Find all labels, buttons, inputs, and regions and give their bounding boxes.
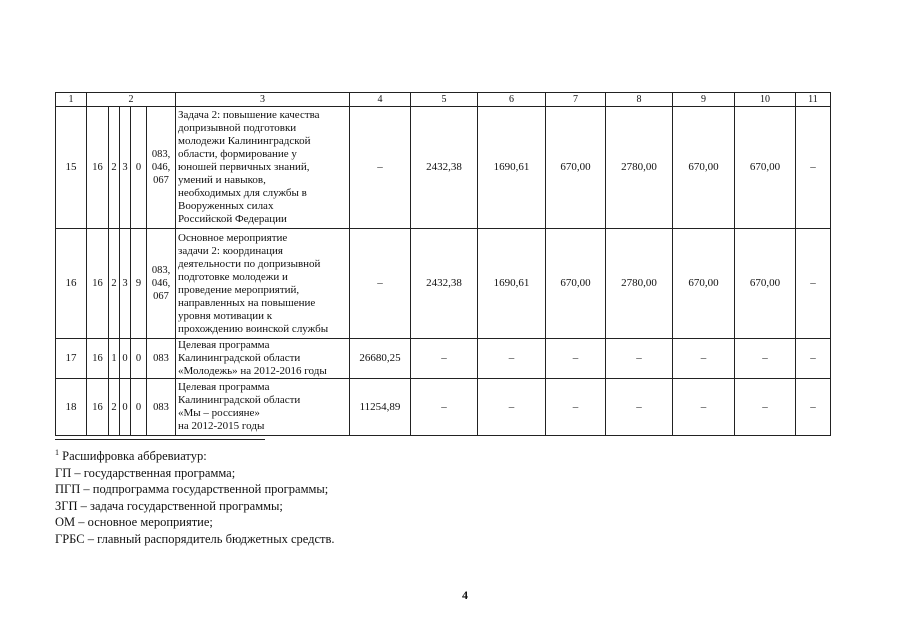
header-cell: 7 bbox=[546, 93, 606, 107]
name-line: юношей первичных знаний, bbox=[178, 161, 310, 173]
header-cell: 10 bbox=[735, 93, 796, 107]
name-line: проведение мероприятий, bbox=[178, 283, 300, 296]
value-cell: 670,00 bbox=[735, 229, 796, 339]
value-cell: 2780,00 bbox=[606, 229, 673, 339]
grbs-code: 046, bbox=[151, 162, 171, 173]
name-line: необходимых для службы в bbox=[178, 187, 307, 199]
header-cell: 2 bbox=[87, 93, 176, 107]
value-cell: – bbox=[478, 379, 546, 436]
value-cell: – bbox=[796, 107, 831, 229]
name-line: области, формирование у bbox=[178, 148, 297, 160]
grbs-code: 083 bbox=[153, 401, 169, 413]
value-cell: 1690,61 bbox=[478, 229, 546, 339]
grbs-codes bbox=[147, 379, 176, 436]
grbs-codes bbox=[147, 107, 176, 229]
code-cell: 0 bbox=[131, 107, 147, 229]
footnote-item: ГРБС – главный распорядитель бюджетных средств. bbox=[55, 531, 335, 546]
page-number: 4 bbox=[462, 588, 468, 602]
value-cell: – bbox=[796, 339, 831, 379]
value-cell: – bbox=[546, 339, 606, 379]
table-header-row bbox=[56, 93, 831, 107]
grbs-code: 083, bbox=[151, 265, 171, 276]
name-line: деятельности по допризывной bbox=[178, 257, 321, 270]
code-cell: 0 bbox=[120, 379, 131, 436]
code-cell: 0 bbox=[131, 379, 147, 436]
footnote-item: ПГП – подпрограмма государственной программы; bbox=[55, 482, 329, 497]
code-cell: 3 bbox=[120, 107, 131, 229]
value-cell: – bbox=[673, 379, 735, 436]
code-cell: 16 bbox=[87, 107, 109, 229]
name-line: Калининградской области bbox=[178, 394, 301, 406]
value-cell: – bbox=[735, 379, 796, 436]
value-cell: – bbox=[606, 339, 673, 379]
footnote-separator bbox=[55, 439, 265, 440]
value-cell: 670,00 bbox=[546, 229, 606, 339]
name-line: молодежи Калининградской bbox=[178, 135, 311, 147]
program-name bbox=[176, 379, 350, 436]
value-cell: 2432,38 bbox=[411, 229, 478, 339]
value-cell: – bbox=[735, 339, 796, 379]
table-row bbox=[56, 379, 831, 436]
name-line: задачи 2: координация bbox=[178, 244, 283, 257]
code-cell: 16 bbox=[87, 229, 109, 339]
budget-table bbox=[55, 92, 831, 436]
name-line: умений и навыков, bbox=[178, 174, 266, 186]
name-line: допризывной подготовки bbox=[178, 122, 297, 134]
table-row bbox=[56, 339, 831, 379]
code-cell: 3 bbox=[120, 229, 131, 339]
code-cell: 9 bbox=[131, 229, 147, 339]
code-cell: 2 bbox=[109, 107, 120, 229]
name-line: уровня мотивации к bbox=[178, 309, 273, 322]
code-cell: 16 bbox=[87, 339, 109, 379]
value-cell: 1690,61 bbox=[478, 107, 546, 229]
value-cell: 670,00 bbox=[735, 107, 796, 229]
name-line: на 2012-2015 годы bbox=[178, 420, 265, 432]
footnote-title-text: Расшифровка аббревиатур: bbox=[62, 449, 207, 464]
name-line: Целевая программа bbox=[178, 381, 270, 393]
table-row bbox=[56, 107, 831, 229]
value-cell: – bbox=[606, 379, 673, 436]
value-cell: – bbox=[411, 339, 478, 379]
header-cell: 4 bbox=[350, 93, 411, 107]
row-number: 16 bbox=[56, 229, 87, 339]
header-cell: 9 bbox=[673, 93, 735, 107]
code-cell: 16 bbox=[87, 379, 109, 436]
footnote-item: ОМ – основное мероприятие; bbox=[55, 515, 213, 530]
header-cell: 5 bbox=[411, 93, 478, 107]
row-number: 17 bbox=[56, 339, 87, 379]
footnote-block bbox=[55, 445, 335, 547]
footnote-marker: 1 bbox=[55, 448, 59, 457]
grbs-code: 067 bbox=[153, 175, 169, 186]
grbs-code: 083 bbox=[153, 353, 169, 364]
name-line: направленных на повышение bbox=[178, 296, 316, 309]
value-cell: – bbox=[350, 229, 411, 339]
header-cell: 6 bbox=[478, 93, 546, 107]
grbs-codes bbox=[147, 339, 176, 379]
program-name bbox=[176, 229, 350, 339]
table-row bbox=[56, 229, 831, 339]
grbs-code: 046, bbox=[151, 278, 171, 289]
value-cell: 11254,89 bbox=[350, 379, 411, 436]
name-line: Российской Федерации bbox=[178, 213, 287, 225]
footnote-title bbox=[55, 445, 335, 465]
name-line: прохождению воинской службы bbox=[178, 322, 329, 335]
row-number: 18 bbox=[56, 379, 87, 436]
footnote-item: ЗГП – задача государственной программы; bbox=[55, 498, 283, 513]
grbs-code: 083, bbox=[151, 149, 171, 160]
program-name bbox=[176, 107, 350, 229]
code-cell: 0 bbox=[131, 339, 147, 379]
grbs-codes bbox=[147, 229, 176, 339]
value-cell: 2432,38 bbox=[411, 107, 478, 229]
name-line: подготовке молодежи и bbox=[178, 270, 288, 283]
header-cell: 11 bbox=[796, 93, 831, 107]
value-cell: – bbox=[796, 379, 831, 436]
name-line: Калининградской области bbox=[178, 352, 301, 364]
row-number: 15 bbox=[56, 107, 87, 229]
name-line: Целевая программа bbox=[178, 339, 270, 351]
value-cell: – bbox=[350, 107, 411, 229]
value-cell: 670,00 bbox=[673, 229, 735, 339]
footnote-item: ГП – государственная программа; bbox=[55, 465, 236, 480]
grbs-code: 067 bbox=[153, 291, 169, 302]
value-cell: 670,00 bbox=[673, 107, 735, 229]
value-cell: – bbox=[411, 379, 478, 436]
name-line: «Мы – россияне» bbox=[178, 407, 260, 419]
value-cell: – bbox=[796, 229, 831, 339]
value-cell: 670,00 bbox=[546, 107, 606, 229]
code-cell: 1 bbox=[109, 339, 120, 379]
value-cell: – bbox=[478, 339, 546, 379]
code-cell: 2 bbox=[109, 379, 120, 436]
value-cell: 2780,00 bbox=[606, 107, 673, 229]
value-cell: 26680,25 bbox=[350, 339, 411, 379]
value-cell: – bbox=[673, 339, 735, 379]
header-cell: 1 bbox=[56, 93, 87, 107]
program-name bbox=[176, 339, 350, 379]
code-cell: 2 bbox=[109, 229, 120, 339]
name-line: Задача 2: повышение качества bbox=[178, 109, 320, 121]
name-line: Основное мероприятие bbox=[178, 231, 288, 244]
header-cell: 3 bbox=[176, 93, 350, 107]
header-cell: 8 bbox=[606, 93, 673, 107]
value-cell: – bbox=[546, 379, 606, 436]
code-cell: 0 bbox=[120, 339, 131, 379]
name-line: «Молодежь» на 2012-2016 годы bbox=[178, 365, 327, 377]
name-line: Вооруженных силах bbox=[178, 200, 274, 212]
